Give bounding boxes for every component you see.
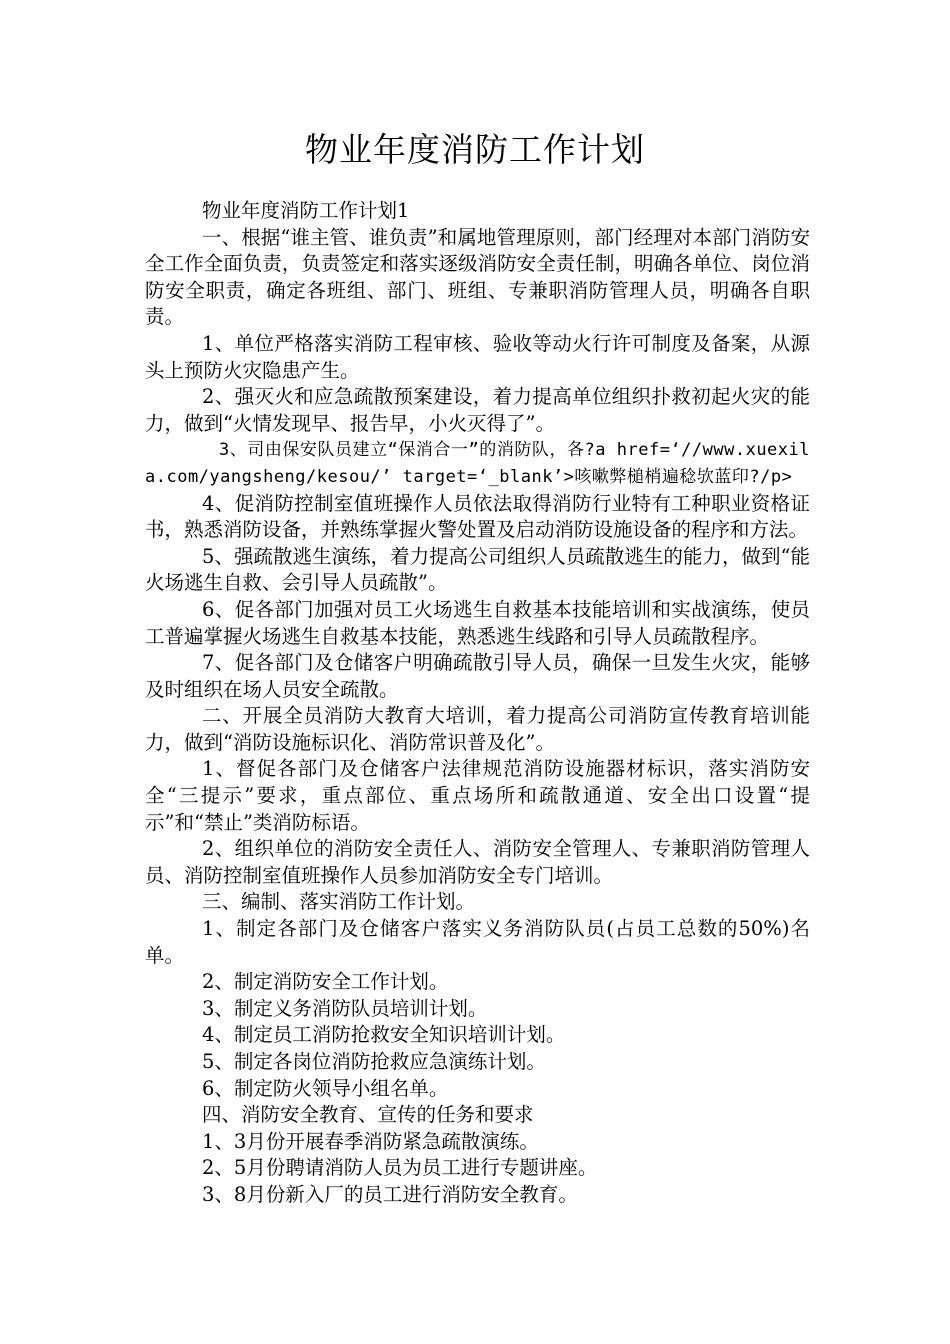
paragraph: 2、组织单位的消防安全责任人、消防安全管理人、专兼职消防管理人员、消防控制室值班操作人员参加消防安全专门培训。 (145, 837, 810, 887)
paragraph: 2、强灭火和应急疏散预案建设，着力提高单位组织扑救初起火灾的能力，做到“火情发现早、报告早，小火灭得了”。 (145, 385, 810, 435)
paragraph: 5、制定各岗位消防抢救应急演练计划。 (202, 1050, 546, 1073)
paragraph: 1、督促各部门及仓储客户法律规范消防设施器材标识，落实消防安全“三提示”要求，重点部位、重点场所和疏散通道、安全出口设置“提示”和“禁止”类消防标语。 (145, 757, 810, 834)
paragraph: 1、单位严格落实消防工程审核、验收等动火行许可制度及备案，从源头上预防火灾隐患产生。 (145, 331, 810, 382)
document-title: 物业年度消防工作计划 (305, 130, 645, 169)
paragraph: 3、制定义务消防队员培训计划。 (202, 996, 488, 1020)
paragraph: 四、消防安全教育、宣传的任务和要求 (202, 1103, 534, 1127)
paragraph: 7、促各部门及仓储客户明确疏散引导人员，确保一旦发生火灾，能够及时组织在场人员安全疏散。 (145, 651, 810, 701)
paragraph-garbled: 3、司由保安队员建立“保消合一”的消防队，各?a href=‘//www.xuexila.com/yangsheng/kesou/’ target=‘_blank’>咳嗽弊槌梢遍稔欤蓝印?/p> (145, 440, 810, 487)
paragraph: 2、制定消防安全工作计划。 (202, 970, 449, 994)
paragraph: 三、编制、落实消防工作计划。 (202, 890, 476, 914)
paragraph: 6、制定防火领导小组名单。 (202, 1076, 449, 1100)
paragraph: 4、促消防控制室值班操作人员依法取得消防行业特有工种职业资格证书，熟悉消防设备，并熟练掌握火警处置及启动消防设施设备的程序和方法。 (145, 491, 810, 542)
paragraph: 1、3月份开展春季消防紧急疏散演练。 (202, 1129, 539, 1153)
paragraph: 二、开展全员消防大教育大培训，着力提高公司消防宣传教育培训能力，做到“消防设施标识化、消防常识普及化”。 (145, 704, 810, 754)
paragraph: 5、强疏散逃生演练，着力提高公司组织人员疏散逃生的能力，做到“能火场逃生自救、会引导人员疏散”。 (145, 544, 810, 595)
paragraph: 4、制定员工消防抢救安全知识培训计划。 (202, 1023, 566, 1047)
paragraph: 3、8月份新入厂的员工进行消防安全教育。 (202, 1182, 578, 1206)
paragraph: 6、促各部门加强对员工火场逃生自救基本技能培训和实战演练，使员工普遍掌握火场逃生自救基本技能，熟悉逃生线路和引导人员疏散程序。 (145, 597, 810, 648)
paragraph: 2、5月份聘请消防人员为员工进行专题讲座。 (202, 1156, 598, 1180)
document-body (145, 198, 810, 1209)
paragraph: 一、根据“谁主管、谁负责”和属地管理原则，部门经理对本部门消防安全工作全面负责，负责签定和落实逐级消防安全责任制，明确各单位、岗位消防安全职责，确定各班组、部门、班组、专兼职消防管理人员，明确各自职责。 (145, 225, 810, 329)
section-heading: 物业年度消防工作计划1 (202, 199, 410, 222)
paragraph: 1、制定各部门及仓储客户落实义务消防队员(占员工总数的50%)名单。 (145, 917, 810, 967)
